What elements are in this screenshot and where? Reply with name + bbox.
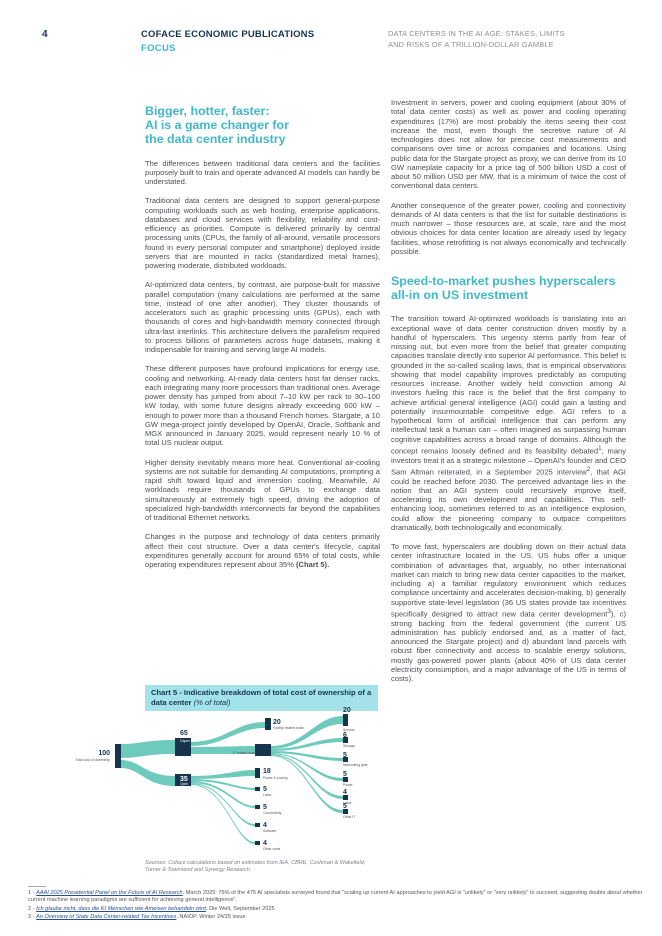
node-label-labor: Labor bbox=[263, 793, 272, 797]
paragraph bbox=[391, 542, 626, 683]
node-label-other: Other costs bbox=[263, 847, 281, 851]
node-value-power: 5 bbox=[343, 771, 347, 778]
flow-total-opex bbox=[121, 760, 175, 786]
footnote-divider bbox=[28, 886, 46, 887]
node-label-networking: Networking gear bbox=[343, 763, 368, 767]
footnote-marker[interactable]: 3 bbox=[607, 607, 611, 615]
footnote-1 bbox=[28, 890, 648, 904]
right-column bbox=[391, 98, 626, 693]
flow-it-storage bbox=[271, 738, 343, 751]
section-heading-speed-to-market bbox=[391, 274, 626, 302]
flow-it-other bbox=[271, 755, 343, 813]
node-value-other: 4 bbox=[263, 840, 267, 847]
node-value-storage: 6 bbox=[343, 732, 347, 739]
chart-reference: (Chart 5). bbox=[296, 560, 330, 570]
node-value-labor: 5 bbox=[263, 786, 267, 793]
paragraph: Another consequence of the greater power, cooling and connectivity demands of AI data centers is that the list for suitable destinations is much narrower – those resources are, at scale, rare and the most obvious choices for data center location are already used by legacy facilities, whose retrofitting is not always economically and technically possible. bbox=[391, 200, 626, 256]
footnote-2 bbox=[28, 906, 648, 913]
node-software bbox=[255, 823, 260, 827]
node-value-labor-it: 4 bbox=[343, 789, 347, 796]
paragraph-text: , many investors treat it as a strategic milestone – OpenAI's founder and CEO Sam Altman reiterated, in a September 2025 interview bbox=[391, 446, 626, 477]
paragraph: Traditional data centers are designed to support general-purpose computing workloads such as web hosting, enterprise applications, databases and cloud services with flexibility, reliability and cost-efficiency as priorities. Compute is delivered primarily by central processing units (CPUs, the family of all-around, versatile processors found in every personal computer and smartphone) deployed inside servers that are mounted in racks (standardized metal frames), powering moderate, distributed workloads. bbox=[145, 196, 380, 271]
node-label-total: Total cost of ownership bbox=[75, 758, 110, 762]
node-value-powercool: 18 bbox=[263, 768, 271, 775]
node-value-opex: 35 bbox=[180, 776, 188, 783]
paragraph-text: The transition toward AI-optimized workloads is translating into an exceptional wave of data center construction driven mostly by a handful of hyperscalers. This urgency stems partly from fear of missing out, but even more from the belief that greater computing capacities translate directly into superior AI performance. This belief is grounded in the so-called scaling laws, that is empirical observations showing that model capability improves predictably as computing resources increase. Another widely held conviction among AI investors fueling this race is the belief that the first company to achieve artificial general intelligence (AGI) could gain a lasting and potentially insurmountable competitive edge. AGI refers to a hypothetical form of artificial intelligence that can perform any intellectual task a human can – often imagined as surpassing human cognitive capabilities across a broad range of domains. Although the concept remains loosely defined and its feasibility debated bbox=[391, 314, 626, 456]
paragraph-text: , that AGI could be reached before 2030. The perceived advantage lies in the notion that an AGI system could recursively improve itself, accelerating its own development and capabilities. This self-enhancing loop, sometimes referred to as an intelligence explosion, could allow the pioneering company to outpace competitors dramatically, both technologically and economically. bbox=[391, 467, 626, 532]
node-label-opex: Opex bbox=[180, 782, 189, 786]
paragraph bbox=[391, 314, 626, 532]
heading-line: all-in on US investment bbox=[391, 288, 529, 303]
paragraph: Higher density inevitably means more heat. Conventional air-cooling systems are not suitable for demanding AI computations, prompting a rapid shift toward liquid and immersion cooling. Meanwhile, AI workloads require thousands of GPUs to exchange data simultaneously at extremely high speed, driving the adoption of specialized high-bandwidth interconnects far beyond the capabilities of traditional Ethernet networks. bbox=[145, 457, 380, 523]
node-labor bbox=[255, 787, 260, 791]
heading-line: Bigger, hotter, faster: bbox=[145, 104, 270, 118]
node-connectivity bbox=[255, 805, 260, 809]
node-total bbox=[115, 744, 121, 768]
page-number: 4 bbox=[42, 29, 48, 40]
section-heading-bigger-hotter bbox=[145, 104, 380, 147]
running-title-line1: DATA CENTERS IN THE AI AGE: STAKES, LIMITS bbox=[388, 29, 565, 38]
chart-title-unit: (% of total) bbox=[193, 698, 231, 707]
node-label-capex: Capex bbox=[180, 739, 190, 743]
node-label-software: Software bbox=[263, 829, 277, 833]
node-label-power: Power bbox=[343, 783, 353, 787]
node-value-software: 4 bbox=[263, 822, 267, 829]
heading-line: AI is a game changer for bbox=[145, 118, 289, 133]
node-other bbox=[255, 841, 260, 845]
node-label-facility: Facility related costs bbox=[273, 726, 304, 730]
footnote-text: , March 2025: 76% of the 475 AI specialists surveyed found that "scaling up current AI approaches to yield AGI is "unlikely" or "very unlikely" to succeed, suggesting doubts about whether current machine learning paradigms are sufficient for achieving general intelligence". bbox=[28, 890, 643, 903]
paragraph-text: To move fast, hyperscalers are doubling down on their actual data center infrastructure located in the US. US hubs offer a unique combination of advantages that, arguably, no other international market can match to bring new data center capacities to the market, including a) a familiar regulatory environment which reduces compliance uncertainty and accelerates decision-making, b) generally supportive state-level legislation (36 US states provide tax incentives specifically designed to attract new data center development bbox=[391, 542, 626, 619]
footnote-link[interactable]: Ich glaube nicht, dass die KI Menschen wie Ameisen behandeln wird bbox=[36, 906, 206, 912]
paragraph: AI-optimized data centers, by contrast, are purpose-built for massive parallel computation (many calculations are performed at the same time, instead of one after another). They cluster thousands of accelerators such as graphic processing units (GPUs), each with thousands of cores and high-bandwidth memory connected through ultra-fast interlinks. This architecture delivers the parallelism required to process billions of parameters across huge datasets, making it indispensable for training and serving large AI models. bbox=[145, 280, 380, 355]
node-value-it: 45 bbox=[255, 745, 263, 752]
publication-name: COFACE ECONOMIC PUBLICATIONS bbox=[141, 29, 315, 40]
footnote-number: 3 - bbox=[28, 914, 35, 920]
flow-opex-powercool bbox=[191, 770, 255, 779]
paragraph: These different purposes have profound implications for energy use, cooling and networking. AI-ready data centers host far denser racks, each integrating many more processors than traditional ones. Average power density has jumped from about 7–10 kW per rack to 30–100 kW today, with some future designs already exceeding 600 kW – enough to power more than a thousand French homes. Stargate, a 10 GW mega-project jointly developed by OpenAI, Oracle, Softbank and MGX announced in January 2025, would represent nearly 10 % of total US nuclear output. bbox=[145, 364, 380, 448]
node-value-facility: 20 bbox=[273, 719, 281, 726]
sankey-chart bbox=[75, 707, 385, 855]
footnote-link[interactable]: An Overview of State Data Center-related Tax Incentives bbox=[36, 914, 177, 920]
node-servers bbox=[343, 714, 348, 726]
flow-total-capex bbox=[121, 740, 175, 758]
node-label-powercool: Power & cooling bbox=[263, 776, 288, 780]
footnote-marker[interactable]: 1 bbox=[598, 444, 602, 452]
node-value-other-it: 5 bbox=[343, 803, 347, 810]
node-label-other-it: Other IT bbox=[343, 815, 356, 819]
running-title bbox=[388, 28, 638, 50]
paragraph-text: Changes in the purpose and technology of data centers primarily affect their cost structure. Over a data center's lifecycle, capital expenditures generally account for around 65% of total costs, while operating expenditures represent about 35% bbox=[145, 532, 380, 570]
node-value-servers: 20 bbox=[343, 707, 351, 714]
node-value-connectivity: 5 bbox=[263, 804, 267, 811]
node-value-capex: 65 bbox=[180, 730, 188, 737]
left-column bbox=[145, 104, 380, 579]
footnote-text: , Die Welt, September 2025 bbox=[205, 906, 275, 912]
paragraph: The differences between traditional data centers and the facilities purposely built to train and operate advanced AI models can hardly be understated. bbox=[145, 158, 380, 187]
footnote-number: 1 - bbox=[28, 890, 35, 896]
node-label-storage: Storage bbox=[343, 744, 355, 748]
node-label-labor-it: Labor bbox=[343, 801, 352, 805]
footnote-link[interactable]: AAAI 2025 Presidential Panel on the Future of AI Research bbox=[36, 890, 183, 896]
heading-line: the data center industry bbox=[145, 132, 286, 147]
paragraph-text: ), c) strong backing from the federal government (the current US administration has publicly endorsed and, as a matter of fact, announced the Stargate project) and d) abundant land parcels with robust fiber connectivity and access to scalable energy solutions, mostly gas-powered power plants (about 40% of US data center electricity consumption, and a major advantage of the US in terms of costs). bbox=[391, 609, 626, 684]
node-value-total: 100 bbox=[98, 750, 110, 757]
node-facility bbox=[265, 718, 271, 730]
section-label: FOCUS bbox=[141, 43, 176, 54]
chart-title-text: Chart 5 - Indicative breakdown of total cost of ownership of a data center bbox=[151, 688, 372, 707]
node-label-servers: Servers bbox=[343, 728, 355, 732]
footnote-marker[interactable]: 2 bbox=[586, 465, 591, 473]
footnote-3 bbox=[28, 914, 648, 921]
node-label-it: IT related costs bbox=[233, 751, 257, 755]
flow-it-servers bbox=[271, 716, 343, 749]
chart-source: Sources: Coface calculations based on estimates from IEA, CBRE, Cushman & Wakefield, Turner & Townsend and Synergy Research bbox=[145, 860, 366, 873]
node-powercool bbox=[255, 768, 260, 778]
node-value-networking: 5 bbox=[343, 752, 347, 759]
paragraph: Investment in servers, power and cooling equipment (about 30% of total data center costs) as well as power and cooling operating expenditures (17%) are most probably the items seeing their cost increase the most, even though the secretive nature of AI technologies does not allow for precise cost measurements and comparisons over time or across companies and locations. Using public data for the Stargate project as proxy, we can derive from its 10 GW nameplate capacity for a price tag of 500 billion USD a cost of about 50 million USD per MW, that is a minimum of twice the cost of conventional data centers. bbox=[391, 98, 626, 191]
flow-capex-facility bbox=[191, 722, 265, 746]
node-label-connectivity: Connectivity bbox=[263, 811, 282, 815]
heading-line: Speed-to-market pushes hyperscalers bbox=[391, 274, 616, 288]
footnote-text: , NAIOP, Winter 24/25 issue bbox=[176, 914, 246, 920]
flow-opex-other bbox=[191, 784, 255, 844]
footnote-number: 2 - bbox=[28, 906, 35, 912]
running-title-line2: AND RISKS OF A TRILLION-DOLLAR GAMBLE bbox=[388, 40, 554, 49]
paragraph bbox=[145, 532, 380, 569]
